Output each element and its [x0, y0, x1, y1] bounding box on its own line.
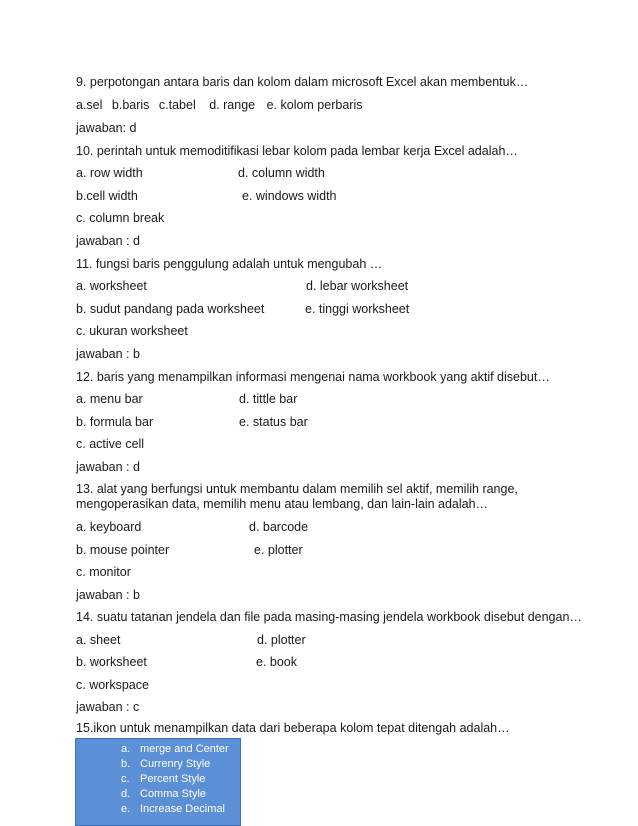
item-text: Percent Style — [140, 773, 206, 785]
option-d: d. plotter — [257, 633, 306, 647]
item-marker: e. — [121, 803, 131, 815]
option-b: b.cell width — [76, 189, 138, 203]
option-c: c. monitor — [76, 565, 131, 579]
option-b: b. worksheet — [76, 655, 147, 669]
option-a: a.sel — [76, 98, 103, 112]
question-15: 15.ikon untuk menampilkan data dari beberapa kolom tepat ditengah adalah… — [76, 721, 510, 735]
answer-13: jawaban : b — [76, 588, 140, 602]
option-a: a. sheet — [76, 633, 121, 647]
item-text: Increase Decimal — [140, 803, 225, 815]
item-marker: a. — [121, 743, 131, 755]
option-e: e. status bar — [239, 415, 308, 429]
option-e: e. tinggi worksheet — [305, 302, 410, 316]
list-item — [76, 757, 240, 772]
answer-12: jawaban : d — [76, 460, 140, 474]
option-a: a. menu bar — [76, 392, 143, 406]
item-marker: d. — [121, 788, 131, 800]
question-9-options — [76, 97, 362, 113]
options-textbox — [75, 738, 241, 826]
item-marker: c. — [121, 773, 130, 785]
list-item — [76, 772, 240, 787]
option-d: d. tittle bar — [239, 392, 298, 406]
question-9: 9. perpotongan antara baris dan kolom dalam microsoft Excel akan membentuk… — [76, 75, 529, 89]
option-b: b. formula bar — [76, 415, 154, 429]
item-text: merge and Center — [140, 743, 229, 755]
item-text: Currenry Style — [140, 758, 211, 770]
option-d: d. barcode — [249, 520, 309, 534]
answer-10: jawaban : d — [76, 234, 140, 248]
option-b: b. sudut pandang pada worksheet — [76, 302, 265, 316]
option-b: b. mouse pointer — [76, 543, 170, 557]
option-d: d. lebar worksheet — [306, 279, 409, 293]
option-e: e. kolom perbaris — [266, 98, 363, 112]
answer-9: jawaban: d — [76, 121, 137, 135]
list-item — [76, 802, 240, 817]
option-c: c. workspace — [76, 678, 149, 692]
option-c: c. active cell — [76, 437, 145, 451]
question-13: 13. alat yang berfungsi untuk membantu dalam memilih sel aktif, memilih range, mengoperasikan data, memilih menu atau lembang, dan lain-lain adalah… — [76, 482, 518, 511]
question-12: 12. baris yang menampilkan informasi mengenai nama workbook yang aktif disebut… — [76, 370, 550, 384]
options-list — [76, 739, 240, 817]
question-14: 14. suatu tatanan jendela dan file pada masing-masing jendela workbook disebut dengan… — [76, 610, 582, 624]
list-item — [76, 742, 240, 757]
question-11: 11. fungsi baris penggulung adalah untuk mengubah … — [76, 257, 383, 271]
option-d: d. column width — [238, 166, 325, 180]
item-text: Comma Style — [140, 788, 207, 800]
item-marker: b. — [121, 758, 131, 770]
option-e: e. book — [256, 655, 298, 669]
option-b: b.baris — [111, 98, 150, 112]
option-a: a. worksheet — [76, 279, 147, 293]
option-e: e. windows width — [242, 189, 337, 203]
option-c: c. ukuran worksheet — [76, 324, 188, 338]
answer-11: jawaban : b — [76, 347, 140, 361]
option-d: d. range — [209, 98, 256, 112]
question-10: 10. perintah untuk memoditifikasi lebar kolom pada lembar kerja Excel adalah… — [76, 144, 518, 158]
option-c: c. column break — [76, 211, 165, 225]
option-c: c.tabel — [158, 98, 196, 112]
list-item — [76, 787, 240, 802]
option-a: a. keyboard — [76, 520, 142, 534]
answer-14: jawaban : c — [76, 700, 140, 714]
option-e: e. plotter — [254, 543, 303, 557]
option-a: a. row width — [76, 166, 143, 180]
